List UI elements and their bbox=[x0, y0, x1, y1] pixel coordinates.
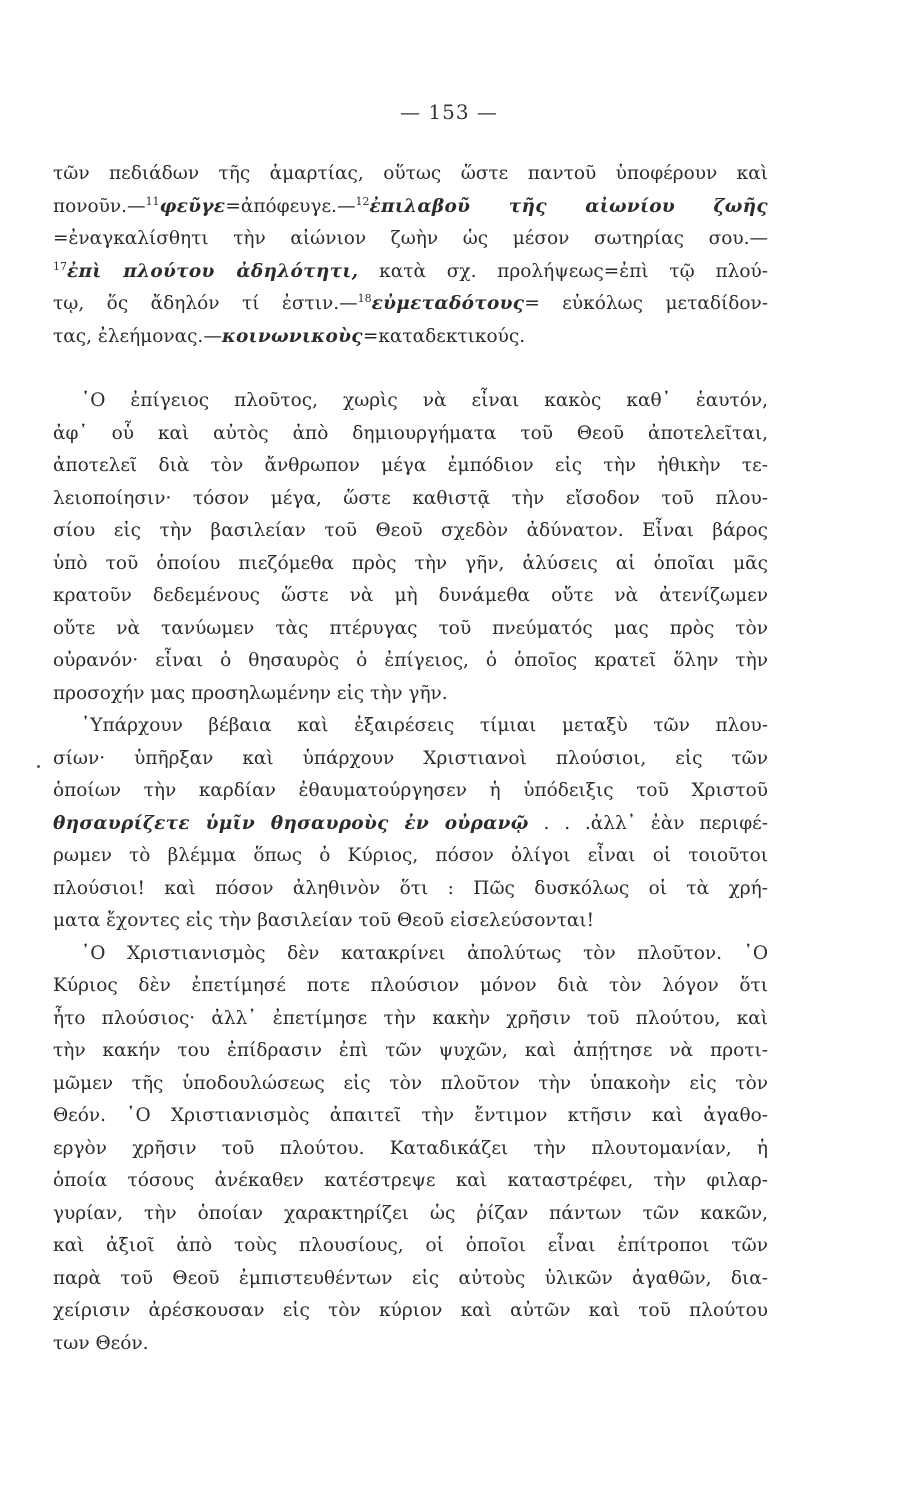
note-ref: 18 bbox=[357, 292, 372, 305]
text-line: των Θεόν. bbox=[53, 1332, 149, 1354]
text-line: ἦτο πλούσιος· ἀλλ᾿ ἐπετίμησε τὴν κακὴν χρῆσιν τοῦ πλούτου, καὶ bbox=[53, 1007, 768, 1029]
text-line: ῾Ο ἐπίγειος πλοῦτος, χωρὶς νὰ εἶναι κακὸς καθ᾿ ἑαυτόν, bbox=[81, 390, 768, 411]
page-number: — 153 — bbox=[400, 100, 498, 124]
text-line bbox=[53, 808, 768, 841]
text-line: οὔτε νὰ τανύωμεν τὰς πτέρυγας τοῦ πνεύματός μας πρὸς τὸν bbox=[53, 617, 768, 639]
note-text: πονοῦν.— bbox=[53, 195, 146, 217]
text-line: γυρίαν, τὴν ὁποίαν χαρακτηρίζει ὡς ῥίζαν πάντων τῶν κακῶν, bbox=[53, 1202, 768, 1224]
text-line: Θεόν. ῾Ο Χριστιανισμὸς ἀπαιτεῖ τὴν ἔντιμον κτῆσιν καὶ ἀγαθο- bbox=[53, 1105, 768, 1126]
text-line: τὴν κακήν του ἐπίδρασιν ἐπὶ τῶν ψυχῶν, καὶ ἀπῄτησε νὰ προτι- bbox=[53, 1040, 768, 1061]
note-line bbox=[53, 256, 768, 289]
text-line: ὁποίων τὴν καρδίαν ἐθαυματούργησεν ἡ ὑπόδειξις τοῦ Χριστοῦ bbox=[53, 780, 768, 801]
note-text: τας, ἐλεήμονας.— bbox=[53, 325, 222, 347]
note-line bbox=[53, 288, 768, 321]
text-line: χείρισιν ἀρέσκουσαν εἰς τὸν κύριον καὶ αὐτῶν καὶ τοῦ πλούτου bbox=[53, 1300, 768, 1321]
margin-mark bbox=[37, 765, 40, 768]
text-line: σίου εἰς τὴν βασιλείαν τοῦ Θεοῦ σχεδὸν ἀδύνατον. Εἶναι βάρος bbox=[53, 520, 768, 541]
text-line: ἀποτελεῖ διὰ τὸν ἄνθρωπον μέγα ἐμπόδιον εἰς τὴν ἠθικὴν τε- bbox=[53, 455, 768, 476]
text-line: κρατοῦν δεδεμένους ὥστε νὰ μὴ δυνάμεθα οὔτε νὰ ἀτενίζωμεν bbox=[53, 585, 768, 606]
text-line: πλούσιοι! καὶ πόσον ἀληθινὸν ὅτι : Πῶς δυσκόλως οἱ τὰ χρή- bbox=[53, 877, 768, 899]
text-line: προσοχήν μας προσηλωμένην εἰς τὴν γῆν. bbox=[53, 682, 448, 704]
note-text: κατὰ σχ. προλήψεως=ἐπὶ τῷ πλού- bbox=[358, 260, 768, 282]
text-line: ἀφ᾿ οὗ καὶ αὐτὸς ἀπὸ δημιουργήματα τοῦ Θεοῦ ἀποτελεῖται, bbox=[53, 422, 768, 444]
note-ref: 17 bbox=[53, 259, 67, 273]
text-line: ὁποία τόσους ἀνέκαθεν κατέστρεψε καὶ καταστρέφει, τὴν φιλαρ- bbox=[53, 1170, 768, 1191]
note-text: =καταδεκτικούς. bbox=[362, 325, 526, 347]
text-line: εργὸν χρῆσιν τοῦ πλούτου. Καταδικάζει τὴν πλουτομανίαν, ἡ bbox=[53, 1137, 768, 1159]
quote-term: θησαυρίζετε ὑμῖν θησαυροὺς ἐν οὐρανῷ bbox=[53, 812, 529, 834]
text-line: ρωμεν τὸ βλέμμα ὅπως ὁ Κύριος, πόσον ὀλίγοι εἶναι οἱ τοιοῦτοι bbox=[53, 845, 768, 866]
text-span: . . .ἀλλ᾿ ἐὰν περιφέ- bbox=[528, 812, 768, 834]
text-line: μῶμεν τῆς ὑποδουλώσεως εἰς τὸν πλοῦτον τὴν ὑπακοὴν εἰς τὸν bbox=[53, 1072, 768, 1094]
note-ref: 11 bbox=[145, 194, 160, 208]
note-ref: 12 bbox=[355, 194, 370, 208]
main-text bbox=[53, 385, 768, 1360]
text-line: παρὰ τοῦ Θεοῦ ἐμπιστευθέντων εἰς αὐτοὺς ὑλικῶν ἀγαθῶν, δια- bbox=[53, 1267, 768, 1289]
note-line: τῶν πεδιάδων τῆς ἁμαρτίας, οὕτως ὥστε παντοῦ ὑποφέρουν καὶ bbox=[53, 163, 768, 184]
text-line: καὶ ἀξιοῖ ἀπὸ τοὺς πλουσίους, οἱ ὁποῖοι εἶναι ἐπίτροποι τῶν bbox=[53, 1235, 768, 1256]
text-line: Κύριος δὲν ἐπετίμησέ ποτε πλούσιον μόνον διὰ τὸν λόγον ὅτι bbox=[53, 975, 768, 996]
text-line: ματα ἔχοντες εἰς τὴν βασιλείαν τοῦ Θεοῦ εἰσελεύσονται! bbox=[53, 910, 595, 931]
note-term: ἐπὶ πλούτου ἀδηλότητι, bbox=[67, 260, 359, 282]
text-line: οὐρανόν· εἶναι ὁ θησαυρὸς ὁ ἐπίγειος, ὁ ὁποῖος κρατεῖ ὅλην τὴν bbox=[53, 650, 768, 671]
note-text: = εὐκόλως μεταδίδον- bbox=[524, 293, 768, 314]
text-line: ὑπὸ τοῦ ὁποίου πιεζόμεθα πρὸς τὴν γῆν, ἁλύσεις αἱ ὁποῖαι μᾶς bbox=[53, 552, 768, 574]
note-text: τῳ, ὅς ἄδηλόν τί ἐστιν.— bbox=[53, 293, 358, 314]
notes-block bbox=[53, 158, 768, 353]
note-term: ἐπιλαβοῦ τῆς αἰωνίου ζωῆς bbox=[369, 195, 768, 217]
text-line: σίων· ὑπῆρξαν καὶ ὑπάρχουν Χριστιανοὶ πλούσιοι, εἰς τῶν bbox=[53, 747, 768, 769]
note-term: κοινωνικοὺς bbox=[221, 325, 363, 347]
text-line: ῾Υπάρχουν βέβαια καὶ ἐξαιρέσεις τίμιαι μεταξὺ τῶν πλου- bbox=[81, 715, 768, 736]
note-term: εὐμεταδότους bbox=[371, 293, 525, 314]
note-line bbox=[53, 191, 768, 224]
note-line bbox=[53, 321, 768, 354]
text-line: λειοποίησιν· τόσον μέγα, ὥστε καθιστᾷ τὴν εἴσοδον τοῦ πλου- bbox=[53, 487, 768, 509]
note-term: φεῦγε bbox=[159, 195, 226, 217]
note-line: =ἐναγκαλίσθητι τὴν αἰώνιον ζωὴν ὡς μέσον σωτηρίας σου.— bbox=[53, 228, 768, 249]
text-line: ῾Ο Χριστιανισμὸς δὲν κατακρίνει ἀπολύτως τὸν πλοῦτον. ῾Ο bbox=[81, 942, 768, 964]
note-text: =ἀπόφευγε.— bbox=[225, 195, 356, 217]
